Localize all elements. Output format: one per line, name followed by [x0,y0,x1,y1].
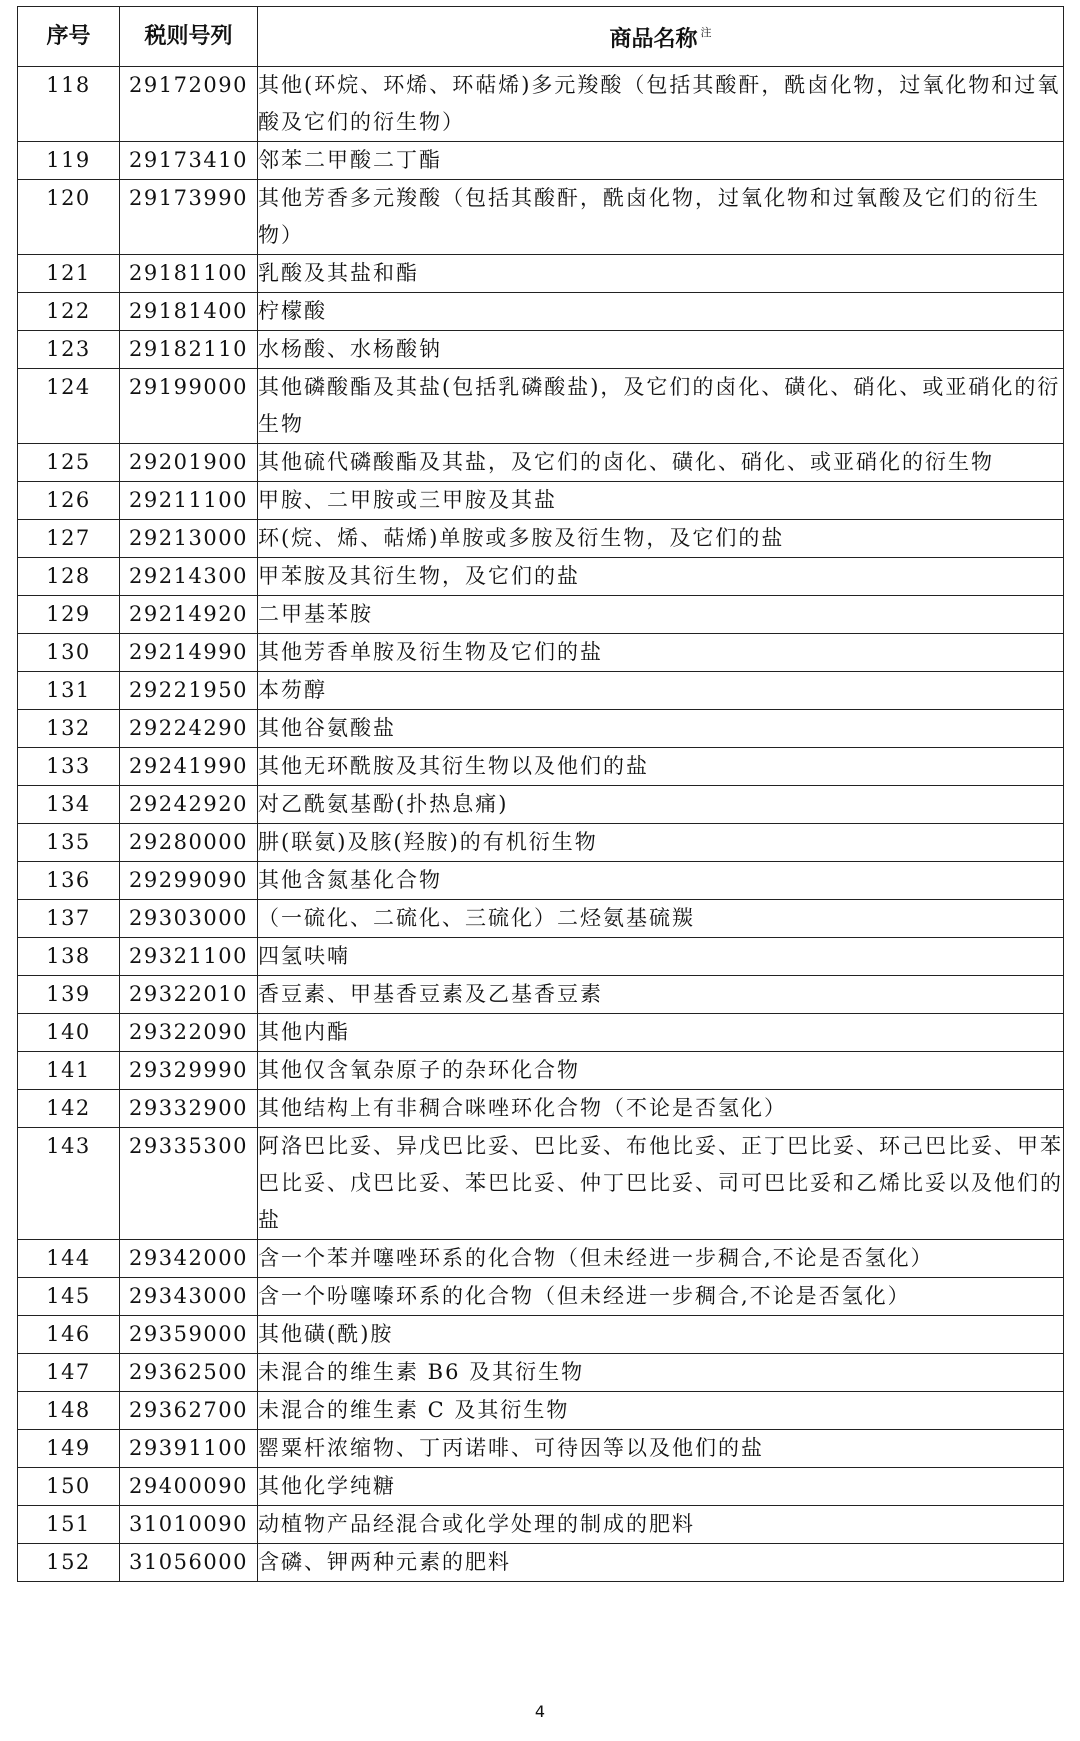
table-row [18,786,1064,824]
row-tariff-code: 29342000 [120,1240,258,1278]
row-tariff-code: 29182110 [120,331,258,369]
row-tariff-code: 29321100 [120,938,258,976]
row-tariff-code: 29299090 [120,862,258,900]
row-product-name: 含磷、钾两种元素的肥料 [258,1544,1064,1582]
table-row [18,520,1064,558]
row-serial-number: 152 [18,1544,120,1582]
row-product-name: 未混合的维生素 C 及其衍生物 [258,1392,1064,1430]
row-product-name: 甲苯胺及其衍生物，及它们的盐 [258,558,1064,596]
row-product-name: 对乙酰氨基酚(扑热息痛) [258,786,1064,824]
row-tariff-code: 29181400 [120,293,258,331]
row-tariff-code: 29322010 [120,976,258,1014]
row-serial-number: 120 [18,180,120,255]
table-row [18,862,1064,900]
row-tariff-code: 29199000 [120,369,258,444]
row-tariff-code: 29224290 [120,710,258,748]
row-tariff-code: 29391100 [120,1430,258,1468]
row-product-name: 其他谷氨酸盐 [258,710,1064,748]
row-serial-number: 128 [18,558,120,596]
row-tariff-code: 29322090 [120,1014,258,1052]
row-tariff-code: 29280000 [120,824,258,862]
row-product-name: 肼(联氨)及胲(羟胺)的有机衍生物 [258,824,1064,862]
row-tariff-code: 29214300 [120,558,258,596]
row-serial-number: 139 [18,976,120,1014]
row-product-name: 环(烷、烯、萜烯)单胺或多胺及衍生物，及它们的盐 [258,520,1064,558]
row-serial-number: 129 [18,596,120,634]
table-row [18,1052,1064,1090]
table-row [18,444,1064,482]
row-serial-number: 146 [18,1316,120,1354]
row-tariff-code: 29400090 [120,1468,258,1506]
row-serial-number: 143 [18,1128,120,1240]
row-product-name: 其他无环酰胺及其衍生物以及他们的盐 [258,748,1064,786]
row-serial-number: 123 [18,331,120,369]
row-product-name: 其他化学纯糖 [258,1468,1064,1506]
row-serial-number: 136 [18,862,120,900]
table-row [18,331,1064,369]
row-serial-number: 131 [18,672,120,710]
row-serial-number: 145 [18,1278,120,1316]
row-product-name: （一硫化、二硫化、三硫化）二烃氨基硫羰 [258,900,1064,938]
table-row [18,293,1064,331]
row-serial-number: 126 [18,482,120,520]
row-tariff-code: 29242920 [120,786,258,824]
row-tariff-code: 29201900 [120,444,258,482]
table-row [18,1128,1064,1240]
row-tariff-code: 29173990 [120,180,258,255]
row-serial-number: 150 [18,1468,120,1506]
row-product-name: 柠檬酸 [258,293,1064,331]
row-product-name: 其他磺(酰)胺 [258,1316,1064,1354]
row-product-name: 其他结构上有非稠合咪唑环化合物（不论是否氢化） [258,1090,1064,1128]
header-tariff-code: 税则号列 [120,7,258,67]
row-tariff-code: 29303000 [120,900,258,938]
row-serial-number: 137 [18,900,120,938]
row-tariff-code: 29211100 [120,482,258,520]
table-row [18,634,1064,672]
table-row [18,1090,1064,1128]
row-product-name: 香豆素、甲基香豆素及乙基香豆素 [258,976,1064,1014]
row-product-name: 二甲基苯胺 [258,596,1064,634]
table-body [18,67,1064,1582]
table-row [18,596,1064,634]
row-tariff-code: 29343000 [120,1278,258,1316]
row-product-name: 其他芳香单胺及衍生物及它们的盐 [258,634,1064,672]
row-tariff-code: 31056000 [120,1544,258,1582]
row-serial-number: 132 [18,710,120,748]
row-serial-number: 148 [18,1392,120,1430]
table-row [18,672,1064,710]
row-product-name: 甲胺、二甲胺或三甲胺及其盐 [258,482,1064,520]
table-row [18,142,1064,180]
row-product-name: 阿洛巴比妥、异戊巴比妥、巴比妥、布他比妥、正丁巴比妥、环己巴比妥、甲苯巴比妥、戊巴比妥、苯巴比妥、仲丁巴比妥、司可巴比妥和乙烯比妥以及他们的盐 [258,1128,1064,1240]
table-header-row [18,7,1064,67]
row-tariff-code: 31010090 [120,1506,258,1544]
row-tariff-code: 29335300 [120,1128,258,1240]
table-row [18,1278,1064,1316]
row-serial-number: 119 [18,142,120,180]
table-row [18,1316,1064,1354]
row-product-name: 本芴醇 [258,672,1064,710]
table-row [18,180,1064,255]
row-serial-number: 141 [18,1052,120,1090]
row-serial-number: 130 [18,634,120,672]
table-row [18,900,1064,938]
row-product-name: 其他(环烷、环烯、环萜烯)多元羧酸（包括其酸酐，酰卤化物，过氧化物和过氧酸及它们的衍生物） [258,67,1064,142]
table-row [18,1430,1064,1468]
table-row [18,1468,1064,1506]
row-tariff-code: 29173410 [120,142,258,180]
row-product-name: 未混合的维生素 B6 及其衍生物 [258,1354,1064,1392]
header-serial-number: 序号 [18,7,120,67]
table-row [18,824,1064,862]
table-row [18,1392,1064,1430]
row-serial-number: 142 [18,1090,120,1128]
row-serial-number: 151 [18,1506,120,1544]
table-row [18,558,1064,596]
row-serial-number: 124 [18,369,120,444]
row-product-name: 其他硫代磷酸酯及其盐，及它们的卤化、磺化、硝化、或亚硝化的衍生物 [258,444,1064,482]
row-product-name: 其他含氮基化合物 [258,862,1064,900]
row-serial-number: 140 [18,1014,120,1052]
table-row [18,1544,1064,1582]
row-tariff-code: 29241990 [120,748,258,786]
table-row [18,1354,1064,1392]
row-tariff-code: 29213000 [120,520,258,558]
table-row [18,482,1064,520]
row-product-name: 其他仅含氧杂原子的杂环化合物 [258,1052,1064,1090]
row-tariff-code: 29181100 [120,255,258,293]
row-serial-number: 135 [18,824,120,862]
page-number: 4 [534,1702,546,1721]
header-product-name: 商品名称 $^注$ [258,7,1064,67]
row-product-name: 乳酸及其盐和酯 [258,255,1064,293]
table-row [18,710,1064,748]
row-product-name: 水杨酸、水杨酸钠 [258,331,1064,369]
row-serial-number: 121 [18,255,120,293]
row-serial-number: 134 [18,786,120,824]
row-product-name: 邻苯二甲酸二丁酯 [258,142,1064,180]
row-serial-number: 149 [18,1430,120,1468]
row-tariff-code: 29362500 [120,1354,258,1392]
row-tariff-code: 29214920 [120,596,258,634]
table-row [18,748,1064,786]
row-serial-number: 147 [18,1354,120,1392]
row-tariff-code: 29221950 [120,672,258,710]
tariff-table [17,6,1064,1582]
row-product-name: 含一个吩噻嗪环系的化合物（但未经进一步稠合,不论是否氢化） [258,1278,1064,1316]
row-product-name: 四氢呋喃 [258,938,1064,976]
table-row [18,1240,1064,1278]
row-serial-number: 118 [18,67,120,142]
row-tariff-code: 29332900 [120,1090,258,1128]
row-tariff-code: 29329990 [120,1052,258,1090]
row-tariff-code: 29359000 [120,1316,258,1354]
row-tariff-code: 29172090 [120,67,258,142]
row-product-name: 其他磷酸酯及其盐(包括乳磷酸盐)，及它们的卤化、磺化、硝化、或亚硝化的衍生物 [258,369,1064,444]
row-product-name: 其他芳香多元羧酸（包括其酸酐，酰卤化物，过氧化物和过氧酸及它们的衍生物） [258,180,1064,255]
row-serial-number: 122 [18,293,120,331]
table-row [18,938,1064,976]
row-serial-number: 138 [18,938,120,976]
table-row [18,1014,1064,1052]
row-serial-number: 127 [18,520,120,558]
row-product-name: 罂粟杆浓缩物、丁丙诺啡、可待因等以及他们的盐 [258,1430,1064,1468]
row-serial-number: 144 [18,1240,120,1278]
header-note-marker: 注 [700,26,712,39]
table-row [18,1506,1064,1544]
table-row [18,976,1064,1014]
row-serial-number: 133 [18,748,120,786]
table-row [18,255,1064,293]
table-row [18,67,1064,142]
row-product-name: 含一个苯并噻唑环系的化合物（但未经进一步稠合,不论是否氢化） [258,1240,1064,1278]
row-serial-number: 125 [18,444,120,482]
row-tariff-code: 29362700 [120,1392,258,1430]
row-tariff-code: 29214990 [120,634,258,672]
table-row [18,369,1064,444]
row-product-name: 其他内酯 [258,1014,1064,1052]
row-product-name: 动植物产品经混合或化学处理的制成的肥料 [258,1506,1064,1544]
